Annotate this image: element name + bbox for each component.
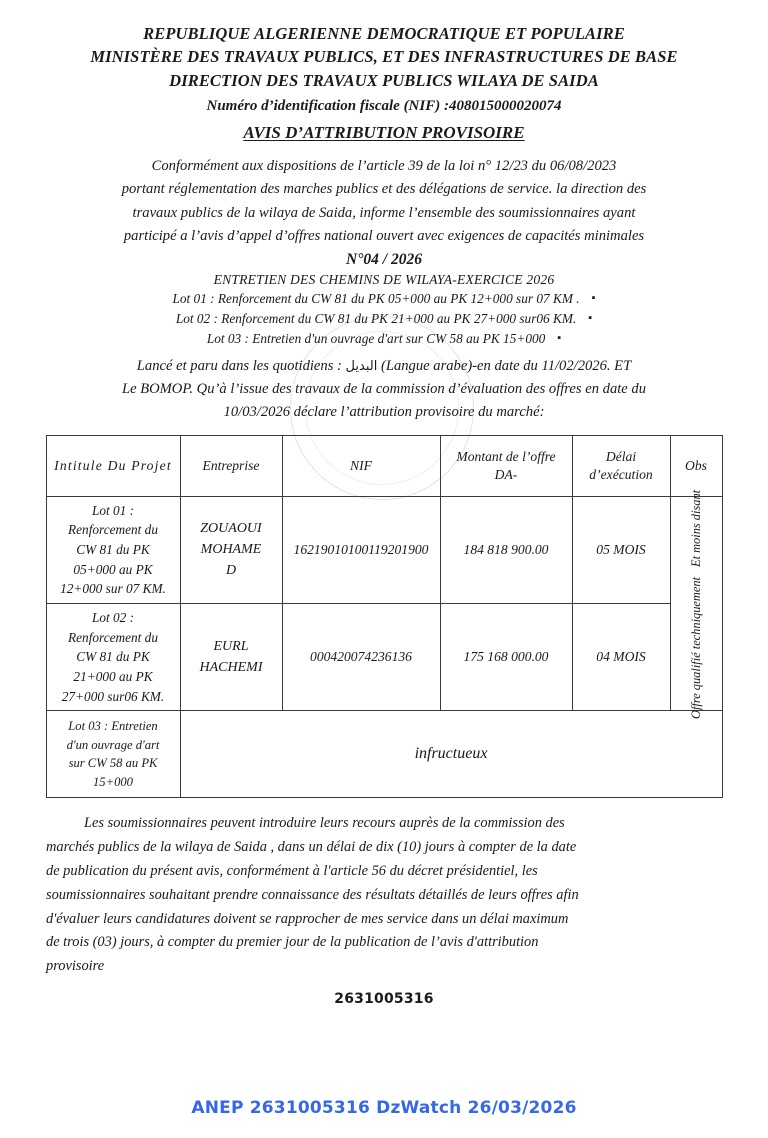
lot-line: Lot 01 : xyxy=(91,502,135,518)
lot-line: 21+000 au PK xyxy=(73,669,153,685)
entreprise-line: D xyxy=(225,563,237,579)
entreprise-line: MOHAME xyxy=(200,542,262,558)
publication-prefix: Lancé et paru dans les quotidiens : xyxy=(136,357,346,374)
column-header-delai xyxy=(572,435,670,496)
bullet-icon: ▪ xyxy=(557,332,562,345)
lot-line: CW 81 du PK xyxy=(76,649,150,665)
lot-line: 12+000 sur 07 KM. xyxy=(60,581,166,597)
column-header-montant-line1: Montant de l’offre xyxy=(456,448,556,464)
publication-paragraph xyxy=(36,355,732,425)
award-table xyxy=(46,435,723,799)
intro-line-4: participé a l’avis d’appel d’offres national ouvert avec exigences de capacités minimales xyxy=(123,228,645,245)
cell-delai: 04 MOIS xyxy=(572,604,670,711)
lot-line: 15+000 xyxy=(93,775,133,790)
intro-line-3: travaux publics de la wilaya de Saida, informe l’ensemble des soumissionnaires ayant xyxy=(132,204,636,221)
closing-line-5: d'évaluer leurs candidatures doivent se rapprocher de mes service dans un délai maximum xyxy=(46,910,569,927)
tender-number: N°04 / 2026 xyxy=(346,251,422,269)
cell-result-infructueux: infructueux xyxy=(180,711,722,798)
anep-footer-line: ANEP 2631005316 DzWatch 26/03/2026 xyxy=(191,1098,577,1118)
column-header-delai-line1: Délai xyxy=(605,448,637,464)
header-nif-line: Numéro d’identification fiscale (NIF) :408015000020074 xyxy=(206,98,562,115)
lot-list-item xyxy=(0,329,768,349)
bullet-icon: ▪ xyxy=(588,312,593,325)
publication-suffix: (Langue arabe)-en date du 11/02/2026. ET xyxy=(377,357,632,374)
table-header-row xyxy=(46,435,722,496)
closing-line-6: de trois (03) jours, à compter du premier jour de la publication de l’avis d'attribution xyxy=(46,934,539,951)
page-title: AVIS D’ATTRIBUTION PROVISOIRE xyxy=(243,122,525,142)
lot-02-text: Lot 02 : Renforcement du CW 81 du PK 21+000 au PK 27+000 sur06 KM. xyxy=(175,311,577,327)
cell-nif: 000420074236136 xyxy=(282,604,440,711)
entreprise-line: EURL xyxy=(213,639,249,655)
closing-line-3: de publication du présent avis, conformément à l'article 56 du décret présidentiel, les xyxy=(46,862,538,879)
column-header-montant-line2: DA- xyxy=(494,466,518,482)
cell-entreprise xyxy=(180,496,282,603)
lot-line: Lot 03 : Entretien xyxy=(68,718,158,733)
column-header-nif: NIF xyxy=(282,435,440,496)
closing-line-2: marchés publics de la wilaya de Saida , dans un délai de dix (10) jours à compter de la date xyxy=(46,839,577,856)
lot-list-item xyxy=(0,309,768,329)
publication-line-1 xyxy=(36,355,732,378)
cell-intitule xyxy=(46,711,180,798)
lot-list-item xyxy=(0,289,768,309)
closing-paragraph xyxy=(46,812,722,978)
cell-nif: 16219010100119201900 xyxy=(282,496,440,603)
closing-line-7: provisoire xyxy=(46,958,105,975)
header-ministry-line: MINISTÈRE DES TRAVAUX PUBLICS, ET DES INFRASTRUCTURES DE BASE xyxy=(90,47,678,67)
header-republic-line: REPUBLIQUE ALGERIENNE DEMOCRATIQUE ET POPULAIRE xyxy=(143,24,625,43)
column-header-entreprise: Entreprise xyxy=(180,435,282,496)
header-direction-line: DIRECTION DES TRAVAUX PUBLICS WILAYA DE SAIDA xyxy=(169,70,599,90)
table-row xyxy=(46,711,722,798)
publication-line-2: Le BOMOP. Qu’à l’issue des travaux de la commission d’évaluation des offres en date du xyxy=(121,381,647,398)
newspaper-name-arabic: البديل xyxy=(345,358,378,374)
publication-line-3: 10/03/2026 déclare l’attribution provisoire du marché: xyxy=(223,404,545,421)
lot-line: sur CW 58 au PK xyxy=(68,756,158,771)
cell-intitule xyxy=(46,604,180,711)
lot-line: 27+000 sur06 KM. xyxy=(61,688,165,704)
document-header xyxy=(0,0,768,143)
lot-line: Renforcement du xyxy=(68,522,158,538)
column-header-intitule: Intitule Du Projet xyxy=(46,435,180,496)
cell-delai: 05 MOIS xyxy=(572,496,670,603)
lot-list xyxy=(0,289,768,350)
column-header-obs: Obs xyxy=(670,435,722,496)
cell-intitule xyxy=(46,496,180,603)
table-row xyxy=(46,496,722,603)
cell-observation xyxy=(670,489,722,719)
entreprise-line: HACHEMI xyxy=(199,660,263,676)
entreprise-line: ZOUAOUI xyxy=(200,521,262,537)
bullet-icon: ▪ xyxy=(591,292,596,305)
observation-line-1: Offre qualifié techniquement xyxy=(688,576,703,719)
lot-line: d'un ouvrage d'art xyxy=(66,737,160,752)
lot-01-text: Lot 01 : Renforcement du CW 81 du PK 05+000 au PK 12+000 sur 07 KM . xyxy=(172,291,580,307)
table-row xyxy=(46,604,722,711)
intro-line-2: portant réglementation des marches publics et des délégations de service. la direction des xyxy=(121,181,647,198)
lot-line: 05+000 au PK xyxy=(73,561,153,577)
cell-entreprise xyxy=(180,604,282,711)
column-header-montant xyxy=(440,435,572,496)
cell-montant: 175 168 000.00 xyxy=(440,604,572,711)
lot-03-text: Lot 03 : Entretien d'un ouvrage d'art sur CW 58 au PK 15+000 xyxy=(206,331,546,347)
cell-montant: 184 818 900.00 xyxy=(440,496,572,603)
observation-line-2: Et moins disant xyxy=(688,489,703,567)
lot-line: Renforcement du xyxy=(68,629,158,645)
lot-line: CW 81 du PK xyxy=(76,542,150,558)
lot-line: Lot 02 : xyxy=(91,610,135,626)
tender-object: ENTRETIEN DES CHEMINS DE WILAYA-EXERCICE 2026 xyxy=(213,272,555,288)
anep-number: 2631005316 xyxy=(334,991,434,1007)
intro-paragraph xyxy=(46,155,722,250)
closing-line-1: Les soumissionnaires peuvent introduire leurs recours auprès de la commission des xyxy=(84,815,565,832)
closing-line-4: soumissionnaires souhaitant prendre connaissance des résultats détaillés de leurs offres afin xyxy=(46,886,579,903)
intro-line-1: Conformément aux dispositions de l’article 39 de la loi n° 12/23 du 06/08/2023 xyxy=(151,157,617,174)
observation-rotated-text xyxy=(688,489,704,719)
column-header-delai-line2: d’exécution xyxy=(589,466,653,482)
